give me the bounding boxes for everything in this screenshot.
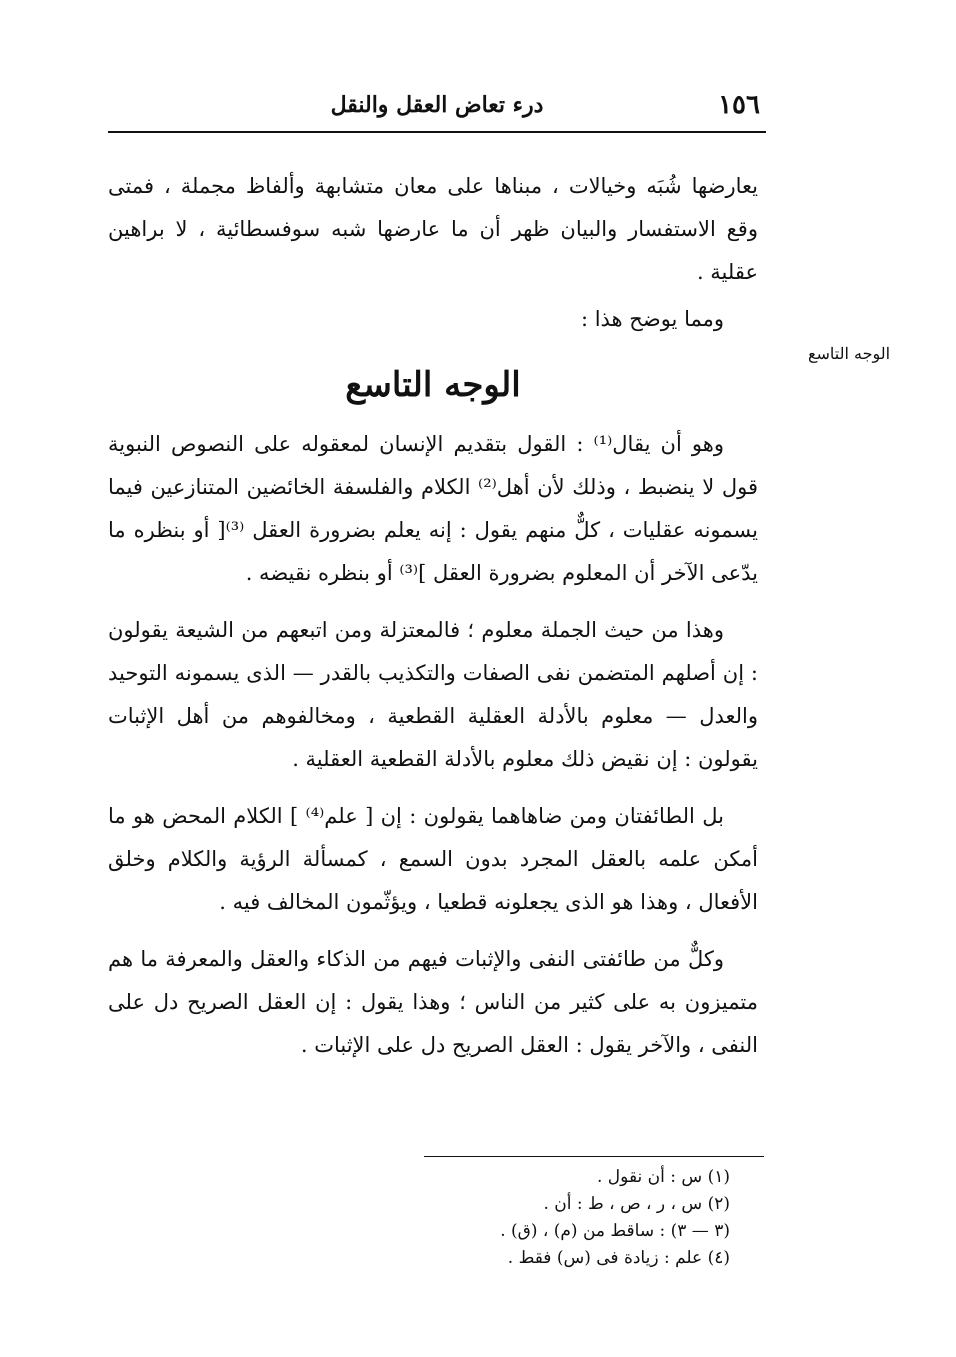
footnote-3: (٣ — ٣) : ساقط من (م) ، (ق) .: [500, 1221, 730, 1241]
footnote-rule: [424, 1156, 764, 1157]
footnote-1: (١) س : أن نقول .: [597, 1167, 730, 1187]
body-text: [108, 165, 758, 1067]
header-rule: [108, 131, 766, 133]
paragraph-4: وهذا من حيث الجملة معلوم ؛ فالمعتزلة ومن اتبعهم من الشيعة يقولون : إن أصلهم المتضمن نفى الصفات والتكذيب بالقدر — الذى يسمونه التوحيد والعدل — معلوم بالأدلة العقلية القطعية ، ومخالفوهم من أهل الإثبات يقولون : إن نقيض ذلك معلوم بالأدلة القطعية العقلية .: [108, 618, 758, 771]
running-title: درء تعاض العقل والنقل: [330, 92, 544, 118]
footnote-2: (٢) س ، ر ، ص ، ط : أن .: [543, 1194, 730, 1214]
section-heading: الوجه التاسع: [345, 365, 521, 405]
margin-note: الوجه التاسع: [808, 344, 891, 363]
paragraph-1: يعارضها شُبَه وخيالات ، مبناها على معان متشابهة وألفاظ مجملة ، فمتى وقع الاستفسار والبيان ظهر أن ما عارضها شبه سوفسطائية ، لا براهين عقلية .: [108, 174, 758, 284]
paragraph-2: ومما يوضح هذا :: [580, 307, 724, 331]
page-number: ١٥٦: [718, 90, 760, 120]
paragraph-5: بل الطائفتان ومن ضاهاهما يقولون : إن [ علم⁽⁴⁾ ] الكلام المحض هو ما أمكن علمه بالعقل المجرد بدون السمع ، كمسألة الرؤية والكلام وخلق الأفعال ، وهذا هو الذى يجعلونه قطعيا ، ويؤثّمون المخالف فيه .: [108, 804, 758, 914]
paragraph-6: وكلٌّ من طائفتى النفى والإثبات فيهم من الذكاء والعقل والمعرفة ما هم متميزون به على كثير من الناس ؛ وهذا يقول : إن العقل الصريح دل على النفى ، والآخر يقول : العقل الصريح دل على الإثبات .: [108, 947, 758, 1057]
page-header: [108, 88, 766, 128]
paragraph-3: وهو أن يقال⁽¹⁾ : القول بتقديم الإنسان لمعقوله على النصوص النبوية قول لا ينضبط ، وذلك لأن أهل⁽²⁾ الكلام والفلسفة الخائضين المتنازعين فيما يسمونه عقليات ، كلٌّ منهم يقول : إنه يعلم بضرورة العقل ⁽³⁾[ أو بنظره ما يدّعى الآخر أن المعلوم بضرورة العقل ]⁽³⁾ أو بنظره نقيضه .: [108, 432, 758, 585]
footnotes: [300, 1164, 730, 1272]
footnote-4: (٤) علم : زيادة فى (س) فقط .: [507, 1248, 730, 1268]
